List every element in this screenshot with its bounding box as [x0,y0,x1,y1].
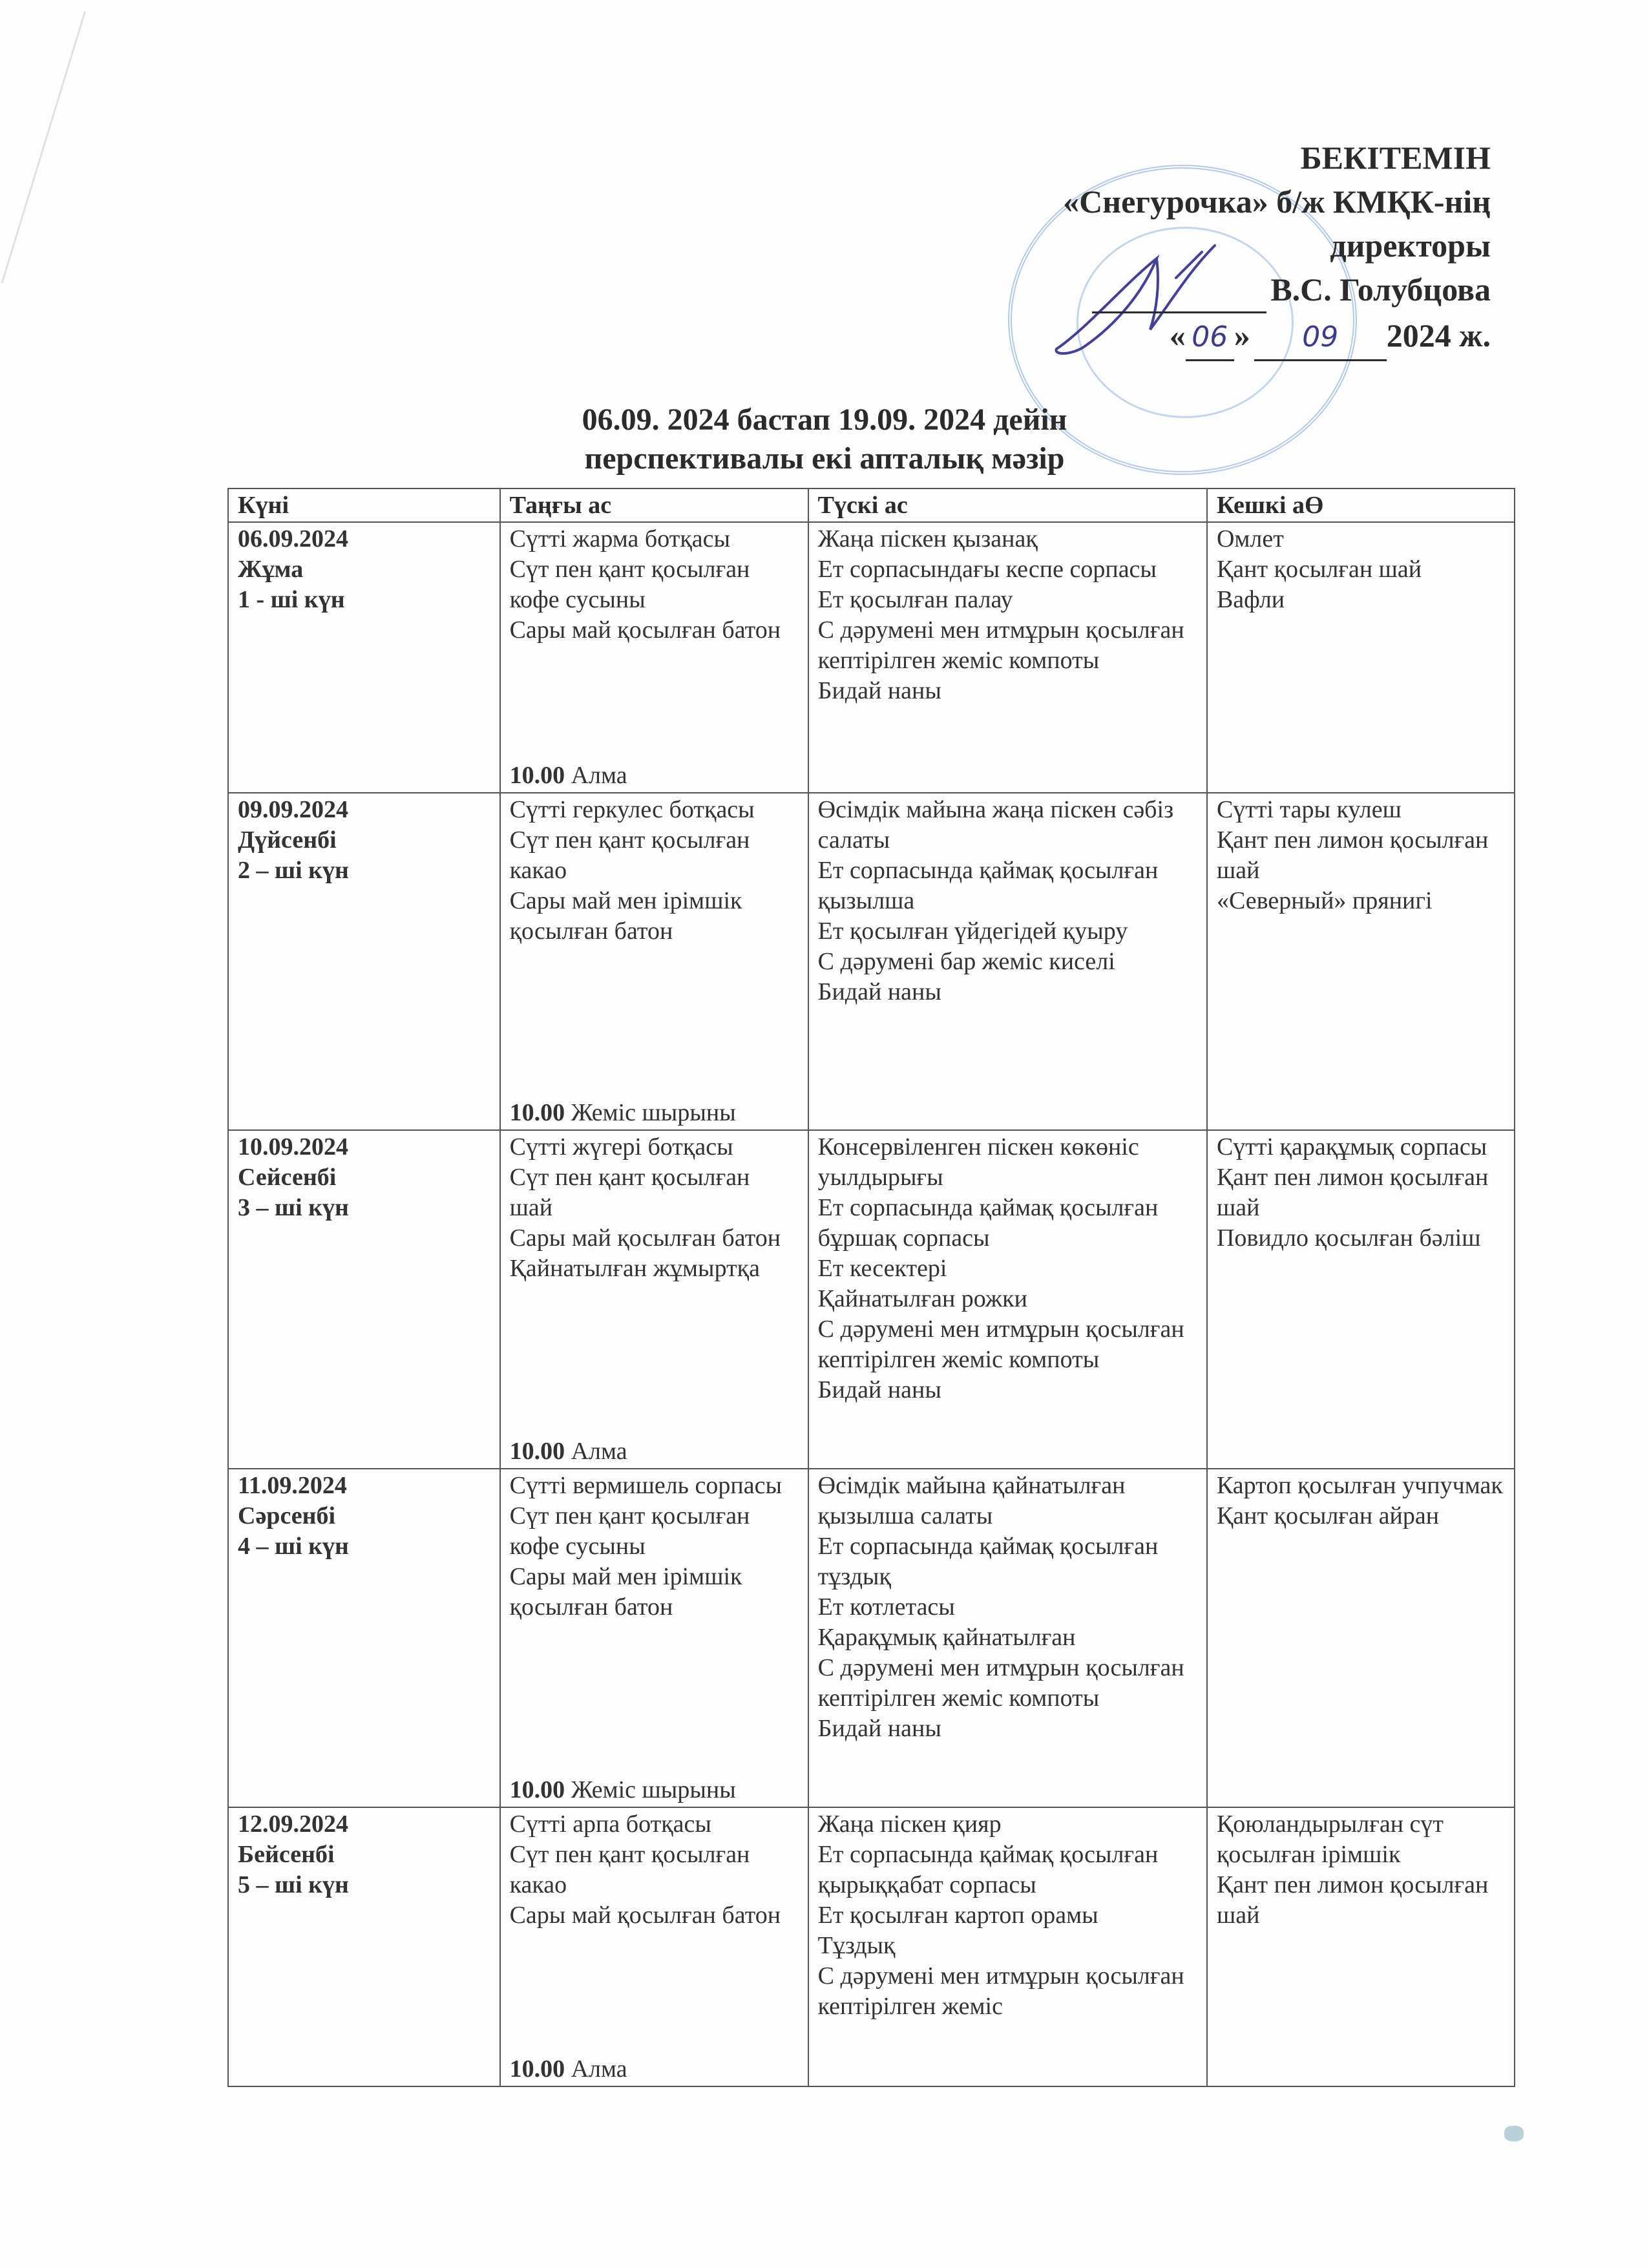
dinner-item: «Северный» прянигі [1216,887,1433,914]
snack-item: Алма [571,2055,627,2083]
breakfast-cell [500,1130,808,1469]
table-row [228,793,1515,1130]
lunch-item: Бидай наны [817,978,941,1005]
breakfast-item: Сүтті арпа ботқасы [509,1811,711,1838]
snack-time: 10.00 [509,1438,565,1465]
approval-organization: «Снегурочка» б/ж КМҚК-нің [1063,184,1491,220]
table-header-row [228,488,1515,522]
breakfast-item: Сүт пен қант қосылған кофе сусыны [509,556,750,613]
breakfast-cell [500,793,808,1130]
scan-speck [1504,2126,1524,2141]
dinner-item: Омлет [1216,525,1284,552]
approval-block [1063,136,1491,361]
snack-line [510,1098,736,1128]
dinner-item: Вафли [1216,586,1285,613]
lunch-item: Консервіленген піскен көкөніс уылдырығы [817,1133,1139,1191]
signature-blank [1092,268,1266,313]
lunch-item: Ет котлетасы [817,1593,955,1621]
lunch-item: Бидай наны [817,677,941,704]
approval-date-line [1063,313,1491,361]
header-breakfast: Таңғы ас [500,488,808,522]
title-line-1: 06.09. 2024 бастап 19.09. 2024 дейін [582,403,1067,437]
dinner-item: Қант қосылған шай [1216,556,1422,583]
lunch-item: Ет қосылған картоп орамы [817,1902,1098,1929]
day-number: 4 – ші күн [238,1533,349,1560]
day-weekday: Бейсенбі [238,1841,335,1868]
lunch-item: Қайнатылған рожки [817,1285,1027,1312]
day-number: 5 – ші күн [238,1871,349,1898]
header-day: Күні [228,488,500,522]
header-lunch: Түскі ас [808,488,1207,522]
lunch-cell [808,1807,1207,2086]
director-name: В.С. Голубцова [1270,271,1491,308]
lunch-item: Өсімдік майына жаңа піскен сәбіз салаты [817,796,1174,854]
snack-time: 10.00 [509,1099,565,1126]
lunch-item: Жаңа піскен қияр [817,1811,1002,1838]
lunch-item: Ет кесектері [817,1255,947,1282]
snack-line [510,761,627,791]
day-date: 06.09.2024 [238,525,348,552]
snack-line [510,1775,736,1805]
approval-position: директоры [1330,227,1491,264]
dinner-item: Қант пен лимон қосылған шай [1216,1164,1489,1221]
dinner-item: Сүтті тары кулеш [1216,796,1402,823]
dinner-item: Картоп қосылған учпучмак [1216,1472,1503,1499]
lunch-item: Ет сорпасында қаймақ қосылған тұздық [817,1533,1159,1590]
lunch-item: Жаңа піскен қызанақ [817,525,1038,552]
breakfast-item: Сары май мен ірімшік қосылған батон [509,1563,742,1621]
breakfast-item: Сүт пен қант қосылған шай [509,1164,750,1221]
date-day-value: 06 [1192,320,1228,353]
day-weekday: Сейсенбі [238,1164,337,1191]
day-cell [228,1807,500,2086]
table-row [228,1807,1515,2086]
day-date: 09.09.2024 [238,796,348,823]
breakfast-item: Сары май қосылған батон [509,1224,781,1252]
day-number: 3 – ші күн [238,1194,349,1221]
snack-item: Алма [571,1438,627,1465]
date-day-field [1186,313,1234,361]
dinner-item: Қант қосылған айран [1216,1502,1440,1529]
open-quote: « [1169,317,1186,353]
table-row [228,1469,1515,1807]
lunch-item: Ет қосылған палау [817,586,1013,613]
day-weekday: Сәрсенбі [238,1502,336,1529]
dinner-item: Қоюландырылған сүт қосылған ірімшік [1216,1811,1444,1868]
breakfast-item: Сары май қосылған батон [509,1902,781,1929]
day-cell [228,1130,500,1469]
snack-item: Жеміс шырыны [571,1776,736,1803]
menu-table [227,488,1515,2087]
lunch-item: Ет сорпасында қаймақ қосылған қызылша [817,857,1159,914]
lunch-item: Ет қосылған үйдегідей қуыру [817,918,1128,945]
lunch-item: Бидай наны [817,1376,941,1403]
date-year: 2024 ж. [1386,317,1491,353]
title-line-2: перспективалы екі апталық мәзір [584,441,1065,476]
breakfast-cell [500,1469,808,1807]
lunch-cell [808,1469,1207,1807]
dinner-item: Қант пен лимон қосылған шай [1216,826,1489,884]
dinner-cell [1207,1130,1515,1469]
lunch-item: С дәрумені мен итмұрын қосылған кептірілген жеміс компоты [817,616,1184,674]
dinner-item: Қант пен лимон қосылған шай [1216,1871,1489,1929]
breakfast-cell [500,1807,808,2086]
lunch-item: Өсімдік майына қайнатылған қызылша салаты [817,1472,1126,1529]
breakfast-item: Сүтті жүгері ботқасы [509,1133,733,1160]
breakfast-item: Сүтті жарма ботқасы [509,525,731,552]
dinner-cell [1207,1469,1515,1807]
dinner-item: Сүтті қарақұмық сорпасы [1216,1133,1487,1160]
lunch-item: С дәрумені мен итмұрын қосылған кептірілген жеміс компоты [817,1654,1184,1712]
day-cell [228,1469,500,1807]
snack-line [510,2054,627,2084]
day-weekday: Дүйсенбі [238,826,337,854]
snack-item: Жеміс шырыны [571,1099,736,1126]
dinner-item: Повидло қосылған бәліш [1216,1224,1481,1252]
dinner-cell [1207,1807,1515,2086]
scan-page-edge [0,12,86,283]
lunch-item: Қарақұмық қайнатылған [817,1624,1076,1651]
breakfast-item: Сүт пен қант қосылған какао [509,826,750,884]
date-month-value: 09 [1302,320,1339,353]
breakfast-item: Сүт пен қант қосылған кофе сусыны [509,1502,750,1560]
breakfast-item: Қайнатылған жұмыртқа [509,1255,760,1282]
document-title [0,401,1649,478]
day-date: 10.09.2024 [238,1133,348,1160]
snack-time: 10.00 [509,762,565,789]
day-number: 1 - ші күн [238,586,345,613]
approval-signature-line [1063,268,1491,313]
day-date: 12.09.2024 [238,1811,348,1838]
lunch-item: Тұздық [817,1932,896,1959]
close-quote: » [1234,317,1250,353]
dinner-cell [1207,522,1515,793]
snack-time: 10.00 [509,2055,565,2083]
day-weekday: Жұма [238,556,304,583]
lunch-item: Ет сорпасында қаймақ қосылған қырыққабат сорпасы [817,1841,1159,1898]
lunch-item: Бидай наны [817,1715,941,1742]
lunch-cell [808,1130,1207,1469]
breakfast-item: Сүтті вермишель сорпасы [509,1472,782,1499]
breakfast-cell [500,522,808,793]
snack-item: Алма [571,762,627,789]
lunch-item: Ет сорпасындағы кеспе сорпасы [817,556,1157,583]
breakfast-item: Сүтті геркулес ботқасы [509,796,755,823]
lunch-item: С дәрумені бар жеміс киселі [817,948,1115,975]
breakfast-item: Сары май мен ірімшік қосылған батон [509,887,742,945]
header-dinner: Кешкі аӨ [1207,488,1515,522]
breakfast-item: Сары май қосылған батон [509,616,781,644]
lunch-cell [808,522,1207,793]
dinner-cell [1207,793,1515,1130]
table-row [228,1130,1515,1469]
snack-time: 10.00 [509,1776,565,1803]
breakfast-item: Сүт пен қант қосылған какао [509,1841,750,1898]
lunch-item: С дәрумені мен итмұрын қосылған кептірілген жеміс компоты [817,1316,1184,1373]
snack-line [510,1436,627,1467]
lunch-item: С дәрумені мен итмұрын қосылған кептірілген жеміс [817,1962,1184,2020]
lunch-cell [808,793,1207,1130]
day-cell [228,522,500,793]
table-row [228,522,1515,793]
lunch-item: Ет сорпасында қаймақ қосылған бұршақ сорпасы [817,1194,1159,1252]
day-date: 11.09.2024 [238,1472,347,1499]
approval-heading: БЕКІТЕМІН [1300,140,1491,176]
date-month-field [1254,313,1387,361]
day-number: 2 – ші күн [238,857,349,884]
day-cell [228,793,500,1130]
